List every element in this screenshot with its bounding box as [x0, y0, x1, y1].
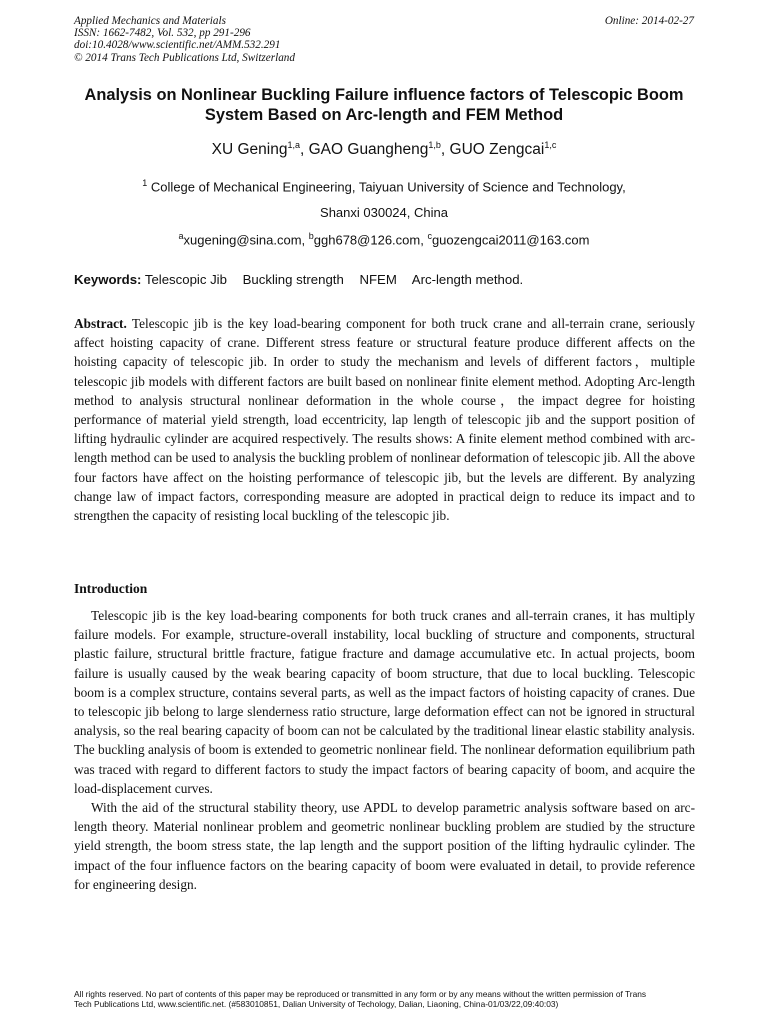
journal-header: [74, 15, 694, 64]
author-name: XU Gening: [211, 141, 288, 159]
email-sup: c: [427, 231, 432, 241]
author-sup: 1,b: [428, 140, 441, 150]
copyright-footer: [74, 990, 708, 1009]
paragraph: With the aid of the structural stability theory, use APDL to develop parametric analysis software based on arc-length theory. Material nonlinear problem and geometric nonlinear buckling problem are studied by the structure yield strength, the boom stress state, the lap length and the support position of the lifting hydraulic cylinder. The impact of the four influence factors on the bearing capacity of boom were evaluated in detail, to provide reference for engineering design.: [74, 800, 695, 892]
email-address[interactable]: ggh678@126.com: [313, 232, 421, 248]
abstract-text: Telescopic jib is the key load-bearing component for both truck crane and all-terrain crane, seriously affect hoisting capacity of crane. Different stress feature or structural feature produce different affects on the hoisting capacity of telescopic jib. In order to study the mechanism and levels of different factors，multiple telescopic jib models with different factors are built based on nonlinear finite element method. Adopting Arc-length method to analysis structural nonlinear deformation in the whole course，the impact degree for hoisting performance of material yield strength, load eccentricity, lap length of telescopic jib and the support position of lifting hydraulic cylinder are acquired respectively. The results shows: A finite element method combined with arc-length method can be used to analysis the buckling problem of nonlinear deformation of telescopic jib. All the above four factors have affect on the hoisting performance of telescopic jib, but the levels are different. By analyzing change law of impact factors, corresponding measure are adopted in practical deign to reduce its impact and to strengthen the capacity of resisting local buckling of the telescopic jib.: [74, 316, 695, 524]
journal-name: Applied Mechanics and Materials: [74, 15, 226, 27]
affiliation-line-2: Shanxi 030024, China: [320, 205, 448, 220]
author-name: GAO Guangheng: [308, 141, 429, 159]
section-heading-introduction: Introduction: [74, 581, 148, 596]
keywords-label: Keywords:: [74, 272, 142, 287]
keyword: Telescopic Jib: [144, 272, 227, 287]
affiliation-text: College of Mechanical Engineering, Taiyuan University of Science and Technology,: [150, 179, 626, 195]
author-name: GUO Zengcai: [449, 141, 545, 159]
journal-issn: ISSN: 1662-7482, Vol. 532, pp 291-296: [74, 27, 251, 40]
journal-doi: doi:10.4028/www.scientific.net/AMM.532.291: [74, 39, 281, 52]
author-list: XU Gening$^{1,a}$, GAO Guangheng$^{1,b}$, GUO Zengcai$^{1,c}$: [211, 140, 557, 159]
email-sup: a: [178, 231, 184, 241]
email-address[interactable]: xugening@sina.com: [183, 232, 302, 248]
online-date: Online: 2014-02-27: [604, 15, 694, 27]
footer-line: All rights reserved. No part of contents of this paper may be reproduced or transmitted in any form or by any means without the written permission of Trans: [74, 989, 647, 999]
author-sup: 1,a: [287, 140, 300, 150]
keyword: Arc-length method.: [411, 272, 524, 287]
paragraph: Telescopic jib is the key load-bearing components for both truck cranes and all-terrain cranes, it has multiply failure models. For example, structure-overall instability, local buckling of structure and components, structural plastic failure, structural brittle fracture, fatigue fracture and damage accumulative etc. In actual projects, boom failure is usually caused by the weak bearing capacity of boom structure, that due to local buckling. Telescopic boom is a complex structure, contains several parts, as well as the impact factors of hoisting capacity of cranes. Due to telescopic jib belong to large slenderness ratio structure, large deformation effect can not be ignored in structural analysis, so the real bearing capacity of boom can not be calculated by the traditional linear elastic stability analysis. The buckling analysis of boom is extended to geometric nonlinear field. The nonlinear deformation equilibrium path was traced with regard to different factors to study the impact factors of bearing capacity of boom, and acquire the load-displacement curves.: [74, 608, 695, 796]
author-sup: 1,c: [544, 140, 557, 150]
keywords: [74, 272, 535, 287]
paper-title: Analysis on Nonlinear Buckling Failure influence factors of Telescopic Boom System Based on Arc-length and FEM Method: [84, 86, 684, 124]
abstract-label: Abstract.: [74, 316, 127, 331]
keyword: Buckling strength: [242, 272, 344, 287]
affiliation-sup: 1: [142, 178, 148, 188]
email-address[interactable]: guozengcai2011@163.com: [431, 232, 590, 248]
keyword: NFEM: [359, 272, 397, 287]
affiliation-line-1: [60, 178, 708, 194]
introduction-body: [74, 606, 695, 894]
email-sup: b: [308, 231, 314, 241]
abstract: [74, 314, 695, 525]
footer-line: Tech Publications Ltd, www.scientific.net. (#583010851, Dalian University of Techology, Dalian, Liaoning, China-01/03/22,09:40:03): [74, 998, 559, 1009]
journal-copyright: © 2014 Trans Tech Publications Ltd, Switzerland: [74, 51, 295, 64]
email-list: $^a$xugening@sina.com, $^b$ggh678@126.com, $^c$guozengcai2011@163.com: [178, 231, 590, 248]
